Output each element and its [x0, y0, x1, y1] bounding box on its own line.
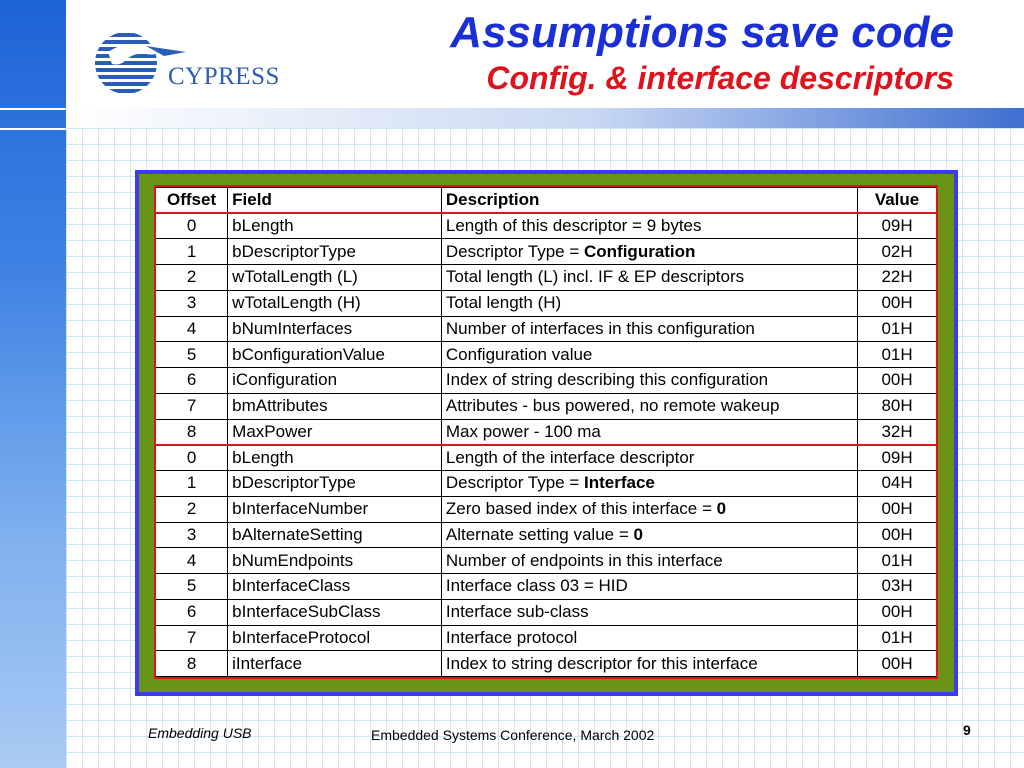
table-header-row: [156, 188, 936, 214]
cell-offset: 4: [156, 316, 228, 342]
cell-field: bDescriptorType: [228, 239, 442, 265]
cell-description: [441, 599, 857, 625]
description-text: Length of the interface descriptor: [445, 447, 695, 467]
descriptor-table-container: [154, 185, 938, 679]
cell-offset: 8: [156, 651, 228, 677]
cell-description: [441, 290, 857, 316]
cell-offset: 5: [156, 574, 228, 600]
cell-value: 09H: [858, 445, 936, 471]
cell-offset: 5: [156, 342, 228, 368]
cell-offset: 7: [156, 393, 228, 419]
header-value: Value: [858, 188, 936, 214]
cell-value: 22H: [858, 265, 936, 291]
description-text: Interface sub-class: [445, 602, 589, 622]
cell-offset: 8: [156, 419, 228, 445]
cell-field: bNumInterfaces: [228, 316, 442, 342]
cell-offset: 2: [156, 496, 228, 522]
description-emphasis: Interface: [584, 473, 655, 493]
description-text: Length of this descriptor = 9 bytes: [445, 216, 702, 236]
cell-description: [441, 368, 857, 394]
table-row: [156, 496, 936, 522]
cell-value: 00H: [858, 368, 936, 394]
table-row: [156, 522, 936, 548]
description-text: Configuration value: [445, 344, 593, 364]
description-text: Interface class 03 = HID: [445, 576, 628, 596]
table-body: [156, 213, 936, 677]
description-text: Total length (L) incl. IF & EP descriptors: [445, 267, 745, 287]
table-row: [156, 393, 936, 419]
cell-field: MaxPower: [228, 419, 442, 445]
band-divider: [0, 108, 66, 110]
cell-description: [441, 239, 857, 265]
cell-value: 01H: [858, 342, 936, 368]
table-row: [156, 651, 936, 677]
cell-offset: 7: [156, 625, 228, 651]
cell-field: bDescriptorType: [228, 471, 442, 497]
table-row: [156, 290, 936, 316]
table-row: [156, 213, 936, 239]
cell-offset: 2: [156, 265, 228, 291]
description-text: Zero based index of this interface =: [445, 499, 717, 519]
cell-field: iConfiguration: [228, 368, 442, 394]
cell-description: [441, 393, 857, 419]
header-field: Field: [228, 188, 442, 214]
cell-value: 03H: [858, 574, 936, 600]
table-row: [156, 239, 936, 265]
slide-subtitle: Config. & interface descriptors: [486, 60, 954, 96]
page-number: 9: [963, 722, 971, 738]
cell-value: 01H: [858, 625, 936, 651]
cell-value: 32H: [858, 419, 936, 445]
cell-value: 00H: [858, 599, 936, 625]
cell-value: 09H: [858, 213, 936, 239]
description-text: Total length (H): [445, 293, 562, 313]
cell-description: [441, 522, 857, 548]
description-text: Descriptor Type =: [445, 241, 584, 261]
description-emphasis: 0: [633, 524, 643, 544]
descriptor-table: [156, 187, 936, 677]
logo-wordmark: CYPRESS: [168, 63, 280, 90]
cell-value: 00H: [858, 651, 936, 677]
cell-description: [441, 445, 857, 471]
table-row: [156, 625, 936, 651]
cell-description: [441, 419, 857, 445]
cell-field: bLength: [228, 445, 442, 471]
cell-description: [441, 574, 857, 600]
cell-offset: 1: [156, 239, 228, 265]
cell-description: [441, 651, 857, 677]
table-row: [156, 265, 936, 291]
cell-field: bInterfaceSubClass: [228, 599, 442, 625]
description-text: Number of interfaces in this configuration: [445, 318, 755, 338]
table-frame: [135, 170, 958, 696]
left-accent-band: [0, 0, 66, 768]
cell-field: wTotalLength (H): [228, 290, 442, 316]
cell-value: 00H: [858, 496, 936, 522]
table-row: [156, 599, 936, 625]
cell-value: 00H: [858, 522, 936, 548]
cell-description: [441, 265, 857, 291]
description-emphasis: Configuration: [584, 241, 696, 261]
cell-value: 01H: [858, 548, 936, 574]
table-row: [156, 574, 936, 600]
cell-description: [441, 213, 857, 239]
footer-left: Embedding USB: [148, 725, 252, 741]
cell-offset: 4: [156, 548, 228, 574]
table-row: [156, 471, 936, 497]
cell-offset: 6: [156, 599, 228, 625]
description-text: Index of string describing this configuration: [445, 370, 769, 390]
table-row: [156, 316, 936, 342]
cell-offset: 0: [156, 213, 228, 239]
table-row: [156, 548, 936, 574]
cell-value: 02H: [858, 239, 936, 265]
cell-offset: 6: [156, 368, 228, 394]
cell-description: [441, 471, 857, 497]
slide-title: Assumptions save code: [450, 8, 954, 57]
band-divider: [0, 128, 66, 130]
cell-description: [441, 342, 857, 368]
cell-value: 01H: [858, 316, 936, 342]
description-emphasis: 0: [716, 499, 727, 519]
cell-field: wTotalLength (L): [228, 265, 442, 291]
cell-description: [441, 625, 857, 651]
cell-field: bAlternateSetting: [228, 522, 442, 548]
description-text: Index to string descriptor for this interface: [445, 653, 758, 673]
table-row: [156, 342, 936, 368]
description-text: Attributes - bus powered, no remote wakeup: [445, 396, 780, 416]
title-underline-strip: [66, 108, 1024, 128]
description-text: Descriptor Type =: [445, 473, 584, 493]
cell-field: bmAttributes: [228, 393, 442, 419]
cell-field: bConfigurationValue: [228, 342, 442, 368]
cell-field: iInterface: [228, 651, 442, 677]
cell-description: [441, 496, 857, 522]
cell-offset: 0: [156, 445, 228, 471]
cell-field: bInterfaceClass: [228, 574, 442, 600]
description-text: Interface protocol: [445, 627, 578, 647]
cell-offset: 3: [156, 290, 228, 316]
cell-field: bLength: [228, 213, 442, 239]
cell-field: bInterfaceNumber: [228, 496, 442, 522]
cell-value: 04H: [858, 471, 936, 497]
table-row: [156, 445, 936, 471]
footer-center: Embedded Systems Conference, March 2002: [371, 727, 655, 743]
table-row: [156, 368, 936, 394]
cell-value: 80H: [858, 393, 936, 419]
description-text: Number of endpoints in this interface: [445, 550, 723, 570]
cell-description: [441, 316, 857, 342]
description-text: Alternate setting value =: [445, 524, 634, 544]
description-text: Max power - 100 ma: [445, 421, 601, 441]
cell-offset: 1: [156, 471, 228, 497]
cell-description: [441, 548, 857, 574]
cell-value: 00H: [858, 290, 936, 316]
table-row: [156, 419, 936, 445]
cell-field: bInterfaceProtocol: [228, 625, 442, 651]
cell-offset: 3: [156, 522, 228, 548]
header-description: Description: [441, 188, 857, 214]
cell-field: bNumEndpoints: [228, 548, 442, 574]
header-offset: Offset: [156, 188, 228, 214]
